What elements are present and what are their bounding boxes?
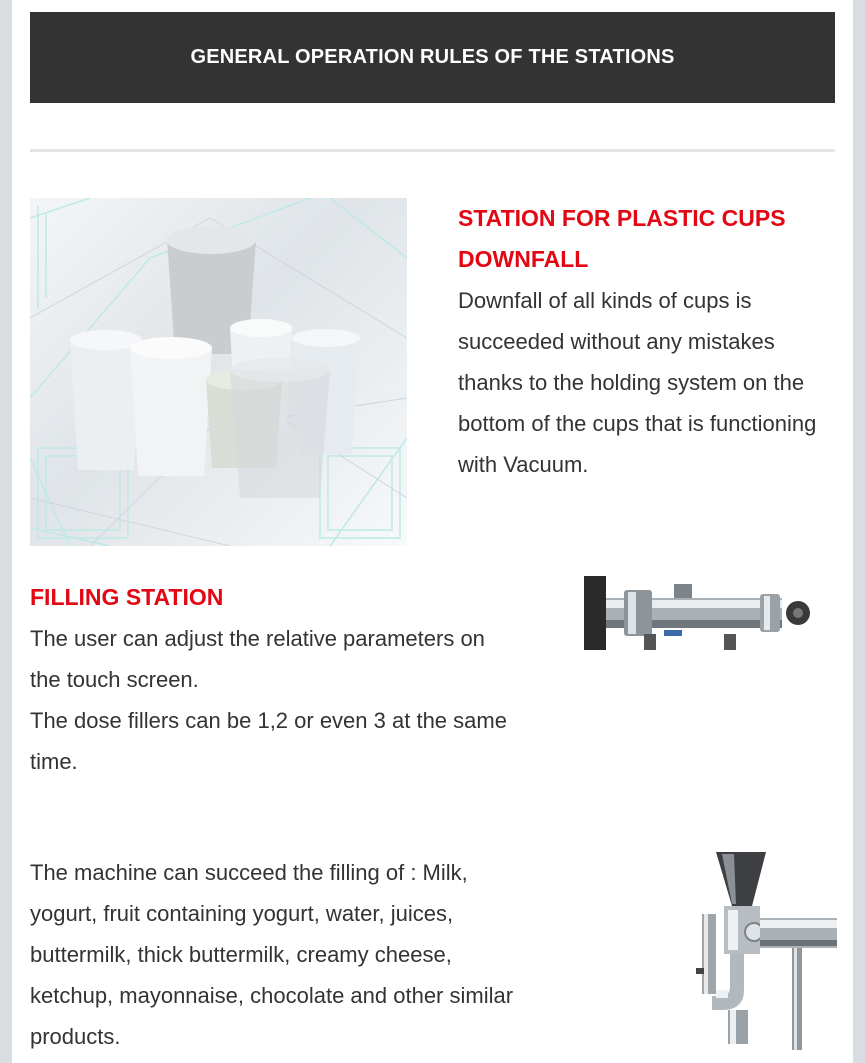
text-line: The dose fillers can be 1,2 or even 3 at the same (30, 708, 507, 733)
text-line: ketchup, mayonnaise, chocolate and other similar (30, 983, 514, 1008)
text-line: yogurt, fruit containing yogurt, water, juices, (30, 901, 454, 926)
text-line: with Vacuum. (458, 452, 589, 477)
products-description-text (30, 852, 560, 1057)
banner-title: GENERAL OPERATION RULES OF THE STATIONS (190, 46, 675, 68)
station-filling (30, 577, 550, 782)
station-filling-description (30, 618, 550, 782)
text-line: the touch screen. (30, 667, 199, 692)
section-banner (30, 12, 835, 103)
text-line: Downfall of all kinds of cups is (458, 288, 752, 313)
text-line: buttermilk, thick buttermilk, creamy cheese, (30, 942, 452, 967)
heading-line: FILLING STATION (30, 584, 224, 610)
divider (30, 149, 835, 152)
text-line: time. (30, 749, 78, 774)
dosing-valve-image (682, 850, 837, 1050)
filling-machine-image (584, 576, 814, 650)
products-description (30, 852, 560, 1057)
station-plastic-cups-heading (458, 198, 850, 280)
text-line: The machine can succeed the filling of : Milk, (30, 860, 468, 885)
station-plastic-cups (458, 198, 850, 485)
text-line: The user can adjust the relative parameters on (30, 626, 485, 651)
heading-line: STATION FOR PLASTIC CUPS (458, 205, 786, 231)
text-line: products. (30, 1024, 121, 1049)
heading-line: DOWNFALL (458, 246, 589, 272)
plastic-cups-image (30, 198, 407, 546)
text-line: succeeded without any mistakes (458, 329, 775, 354)
station-filling-heading (30, 577, 550, 618)
text-line: thanks to the holding system on the (458, 370, 805, 395)
station-plastic-cups-description (458, 280, 850, 485)
page (12, 0, 853, 1063)
text-line: bottom of the cups that is functioning (458, 411, 817, 436)
